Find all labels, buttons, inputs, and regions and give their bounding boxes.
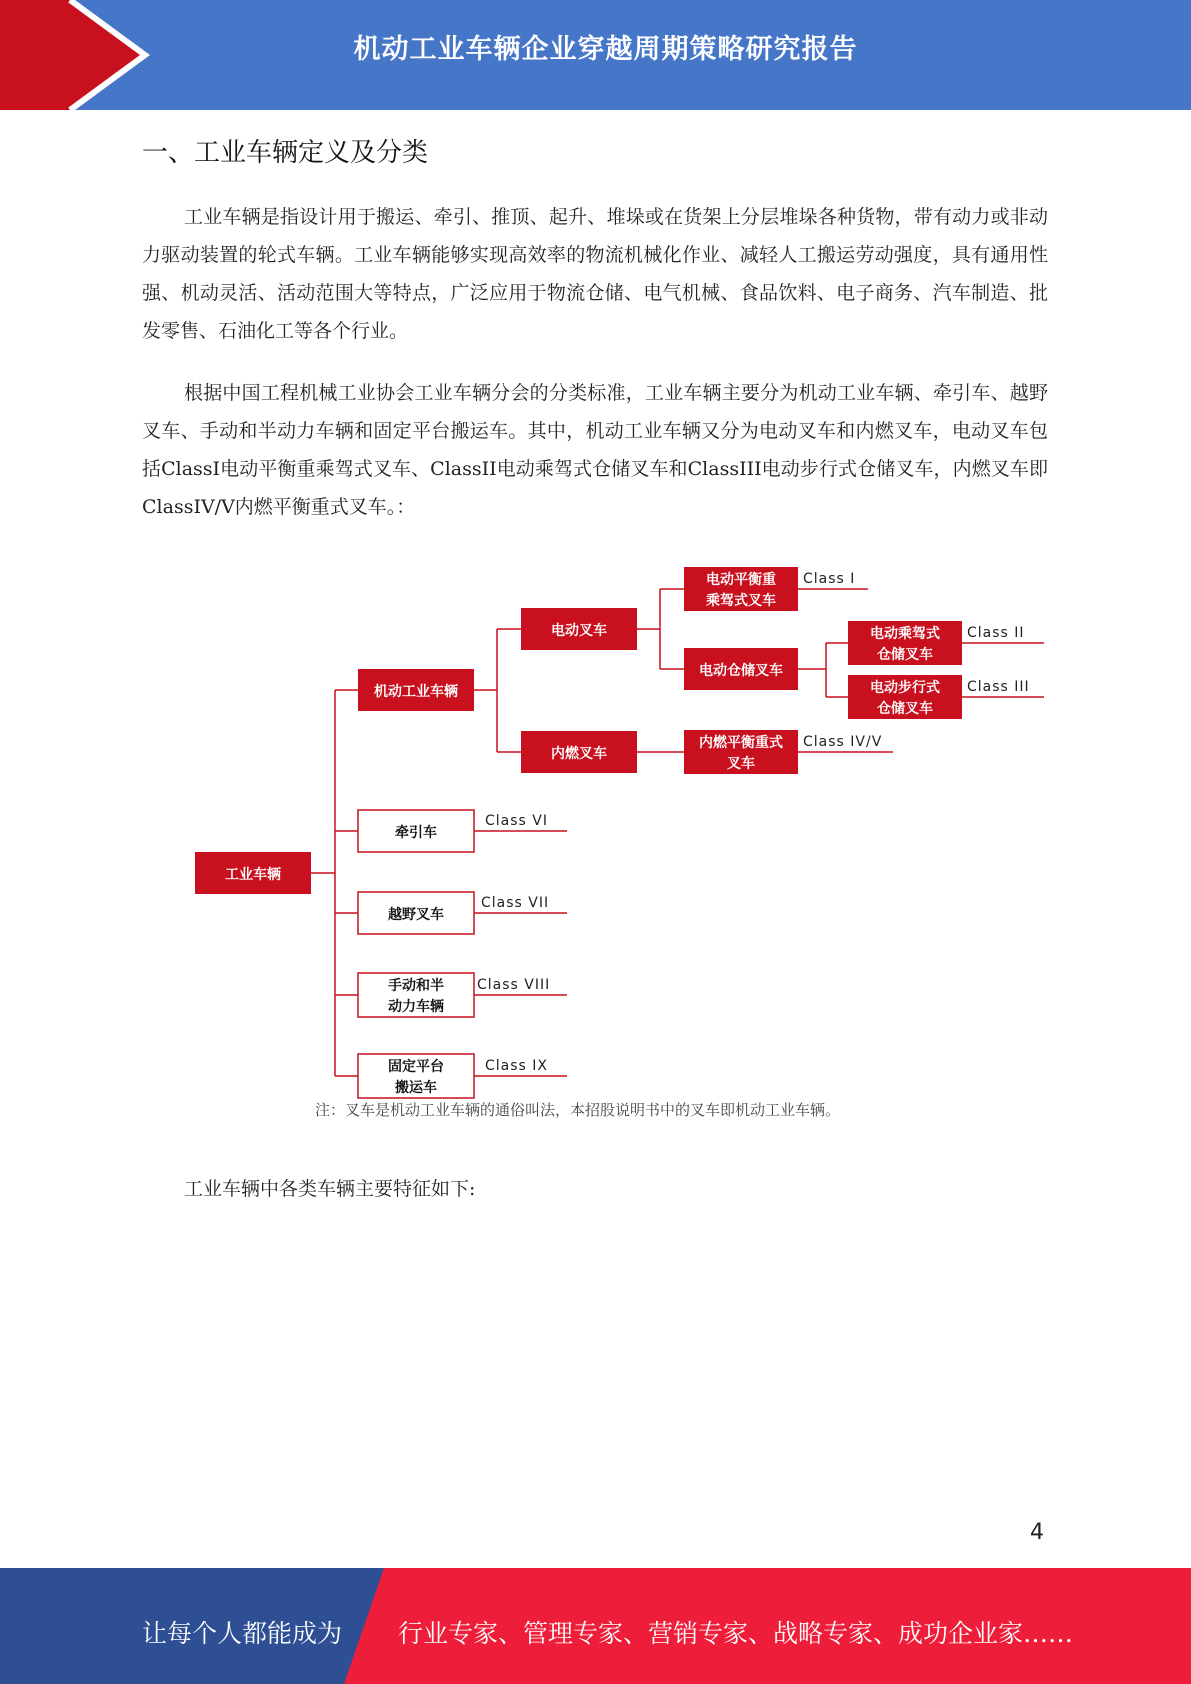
classification-paragraph: 根据中国工程机械工业协会工业车辆分会的分类标准，工业车辆主要分为机动工业车辆、牵引车、越野叉车、手动和半动力车辆和固定平台搬运车。其中，机动工业车辆又分为电动叉车和内燃叉车，电动叉车包括ClassI电动平衡重乘驾式叉车、ClassII电动乘驾式仓储叉车和ClassIII电动步行式仓储叉车，内燃叉车即ClassIV/V内燃平衡重式叉车。： <box>142 382 1048 518</box>
class-label-vi: Class VI <box>485 813 548 829</box>
tree-node-electric <box>521 608 637 650</box>
node-label: 固定平台 <box>388 1059 444 1075</box>
node-label: 动力车辆 <box>388 999 444 1015</box>
node-label: 手动和半 <box>388 978 444 994</box>
node-label: 电动平衡重 <box>706 572 776 588</box>
node-label: 电动仓储叉车 <box>699 663 783 679</box>
footer-slogan-left: 让每个人都能成为 <box>142 1619 343 1648</box>
node-label: 电动叉车 <box>551 623 607 639</box>
node-label: 牵引车 <box>395 825 437 841</box>
section-heading: 一、工业车辆定义及分类 <box>142 138 429 168</box>
footer-slogan-right: 行业专家、管理专家、营销专家、战略专家、成功企业家…… <box>398 1619 1074 1648</box>
node-label: 搬运车 <box>395 1080 437 1096</box>
node-label: 乘驾式叉车 <box>706 593 776 609</box>
node-label: 内燃平衡重式 <box>699 735 783 751</box>
node-label: 机动工业车辆 <box>374 684 458 700</box>
tree-node-manual <box>358 973 474 1017</box>
page-number: 4 <box>1030 1520 1044 1545</box>
features-intro-paragraph: 工业车辆中各类车辆主要特征如下: <box>184 1178 476 1200</box>
class-label-iii: Class III <box>967 679 1030 695</box>
class-label-viii: Class VIII <box>477 977 551 993</box>
node-label: 仓储叉车 <box>877 647 933 663</box>
tree-node-class2 <box>848 621 962 665</box>
tree-node-tractor <box>358 810 474 852</box>
diagram-note: 注：叉车是机动工业车辆的通俗叫法，本招股说明书中的叉车即机动工业车辆。 <box>315 1101 841 1119</box>
node-label: 叉车 <box>727 756 755 772</box>
node-label: 内燃叉车 <box>551 746 607 762</box>
tree-node-combustion <box>521 731 637 773</box>
class-label-iv-v: Class IV/V <box>803 734 883 750</box>
tree-node-motorized <box>358 669 474 711</box>
intro-paragraph: 工业车辆是指设计用于搬运、牵引、推顶、起升、堆垛或在货架上分层堆垛各种货物，带有动力或非动力驱动装置的轮式车辆。工业车辆能够实现高效率的物流机械化作业、减轻人工搬运劳动强度，具有通用性强、机动灵活、活动范围大等特点，广泛应用于物流仓储、电气机械、食品饮料、电子商务、汽车制造、批发零售、石油化工等各个行业。 <box>142 206 1048 342</box>
class-label-ii: Class II <box>967 625 1025 641</box>
tree-node-offroad <box>358 892 474 934</box>
node-label: 越野叉车 <box>388 907 444 923</box>
tree-node-class1 <box>684 567 798 611</box>
node-label: 仓储叉车 <box>877 701 933 717</box>
class-label-vii: Class VII <box>481 895 550 911</box>
tree-node-class45 <box>684 730 798 774</box>
node-label: 电动乘驾式 <box>870 626 940 642</box>
node-label: 工业车辆 <box>225 867 281 883</box>
tree-node-storage <box>684 648 798 690</box>
report-title: 机动工业车辆企业穿越周期策略研究报告 <box>353 34 858 65</box>
tree-node-root <box>195 852 311 894</box>
node-label: 电动步行式 <box>870 680 940 696</box>
tree-node-class3 <box>848 675 962 719</box>
class-label-i: Class I <box>803 571 856 587</box>
tree-node-platform <box>358 1054 474 1098</box>
class-label-ix: Class IX <box>485 1058 549 1074</box>
